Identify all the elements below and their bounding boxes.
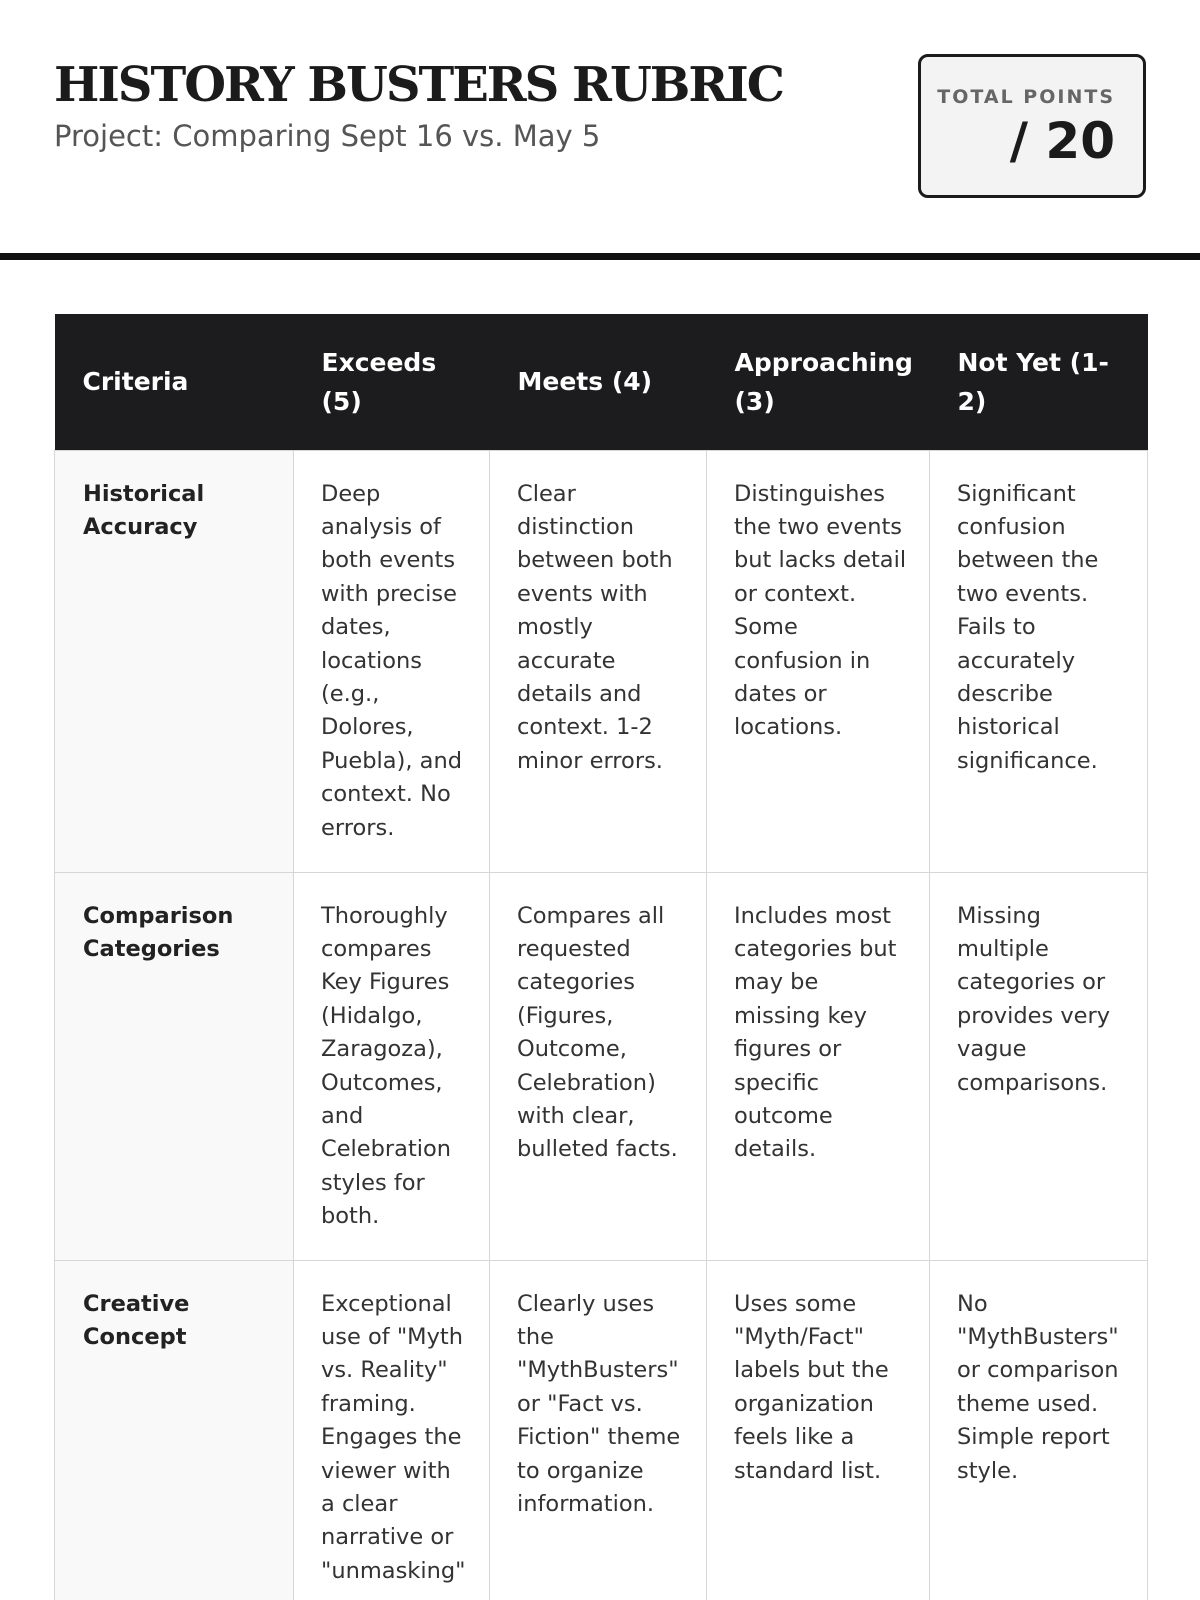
column-header-approaching: Approaching (3) — [734, 347, 913, 416]
page-header — [0, 0, 1200, 256]
rubric-table-header — [55, 314, 1148, 450]
rubric-table — [54, 314, 1148, 1600]
column-header-not-yet: Not Yet (1-2) — [957, 347, 1109, 416]
total-points-value: / 20 — [1009, 112, 1115, 170]
exceeds-cell: Deep analysis of both events with precise dates, locations (e.g., Dolores, Puebla), and context. No errors. — [294, 450, 490, 872]
exceeds-cell: Thoroughly compares Key Figures (Hidalgo, Zaragoza), Outcomes, and Celebration styles for both. — [294, 872, 490, 1260]
exceeds-cell: Exceptional use of "Myth vs. Reality" framing. Engages the viewer with a clear narrative or "unmasking" — [294, 1260, 490, 1600]
table-row — [55, 450, 1148, 872]
total-points-label: TOTAL POINTS — [937, 86, 1115, 108]
rubric-table-body — [55, 450, 1148, 1600]
meets-cell: Clearly uses the "MythBusters" or "Fact vs. Fiction" theme to organize information. — [490, 1260, 707, 1600]
page-title: HISTORY BUSTERS RUBRIC — [54, 57, 783, 113]
header-divider — [0, 253, 1200, 260]
criteria-cell: Historical Accuracy — [55, 450, 294, 872]
criteria-cell: Comparison Categories — [55, 872, 294, 1260]
meets-cell: Compares all requested categories (Figures, Outcome, Celebration) with clear, bulleted facts. — [490, 872, 707, 1260]
approaching-cell: Includes most categories but may be missing key figures or specific outcome details. — [707, 872, 930, 1260]
column-header-meets: Meets (4) — [517, 367, 653, 397]
criteria-cell: Creative Concept — [55, 1260, 294, 1600]
not-yet-cell: Significant confusion between the two events. Fails to accurately describe historical significance. — [930, 450, 1148, 872]
table-row — [55, 1260, 1148, 1600]
column-header-exceeds: Exceeds (5) — [321, 347, 437, 416]
meets-cell: Clear distinction between both events with mostly accurate details and context. 1-2 minor errors. — [490, 450, 707, 872]
column-header-criteria: Criteria — [82, 367, 189, 397]
project-subtitle: Project: Comparing Sept 16 vs. May 5 — [54, 119, 601, 153]
approaching-cell: Distinguishes the two events but lacks detail or context. Some confusion in dates or locations. — [707, 450, 930, 872]
approaching-cell: Uses some "Myth/Fact" labels but the organization feels like a standard list. — [707, 1260, 930, 1600]
total-points-box — [918, 54, 1146, 198]
not-yet-cell: Missing multiple categories or provides very vague comparisons. — [930, 872, 1148, 1260]
not-yet-cell: No "MythBusters" or comparison theme used. Simple report style. — [930, 1260, 1148, 1600]
header-row — [55, 314, 1148, 450]
table-row — [55, 872, 1148, 1260]
